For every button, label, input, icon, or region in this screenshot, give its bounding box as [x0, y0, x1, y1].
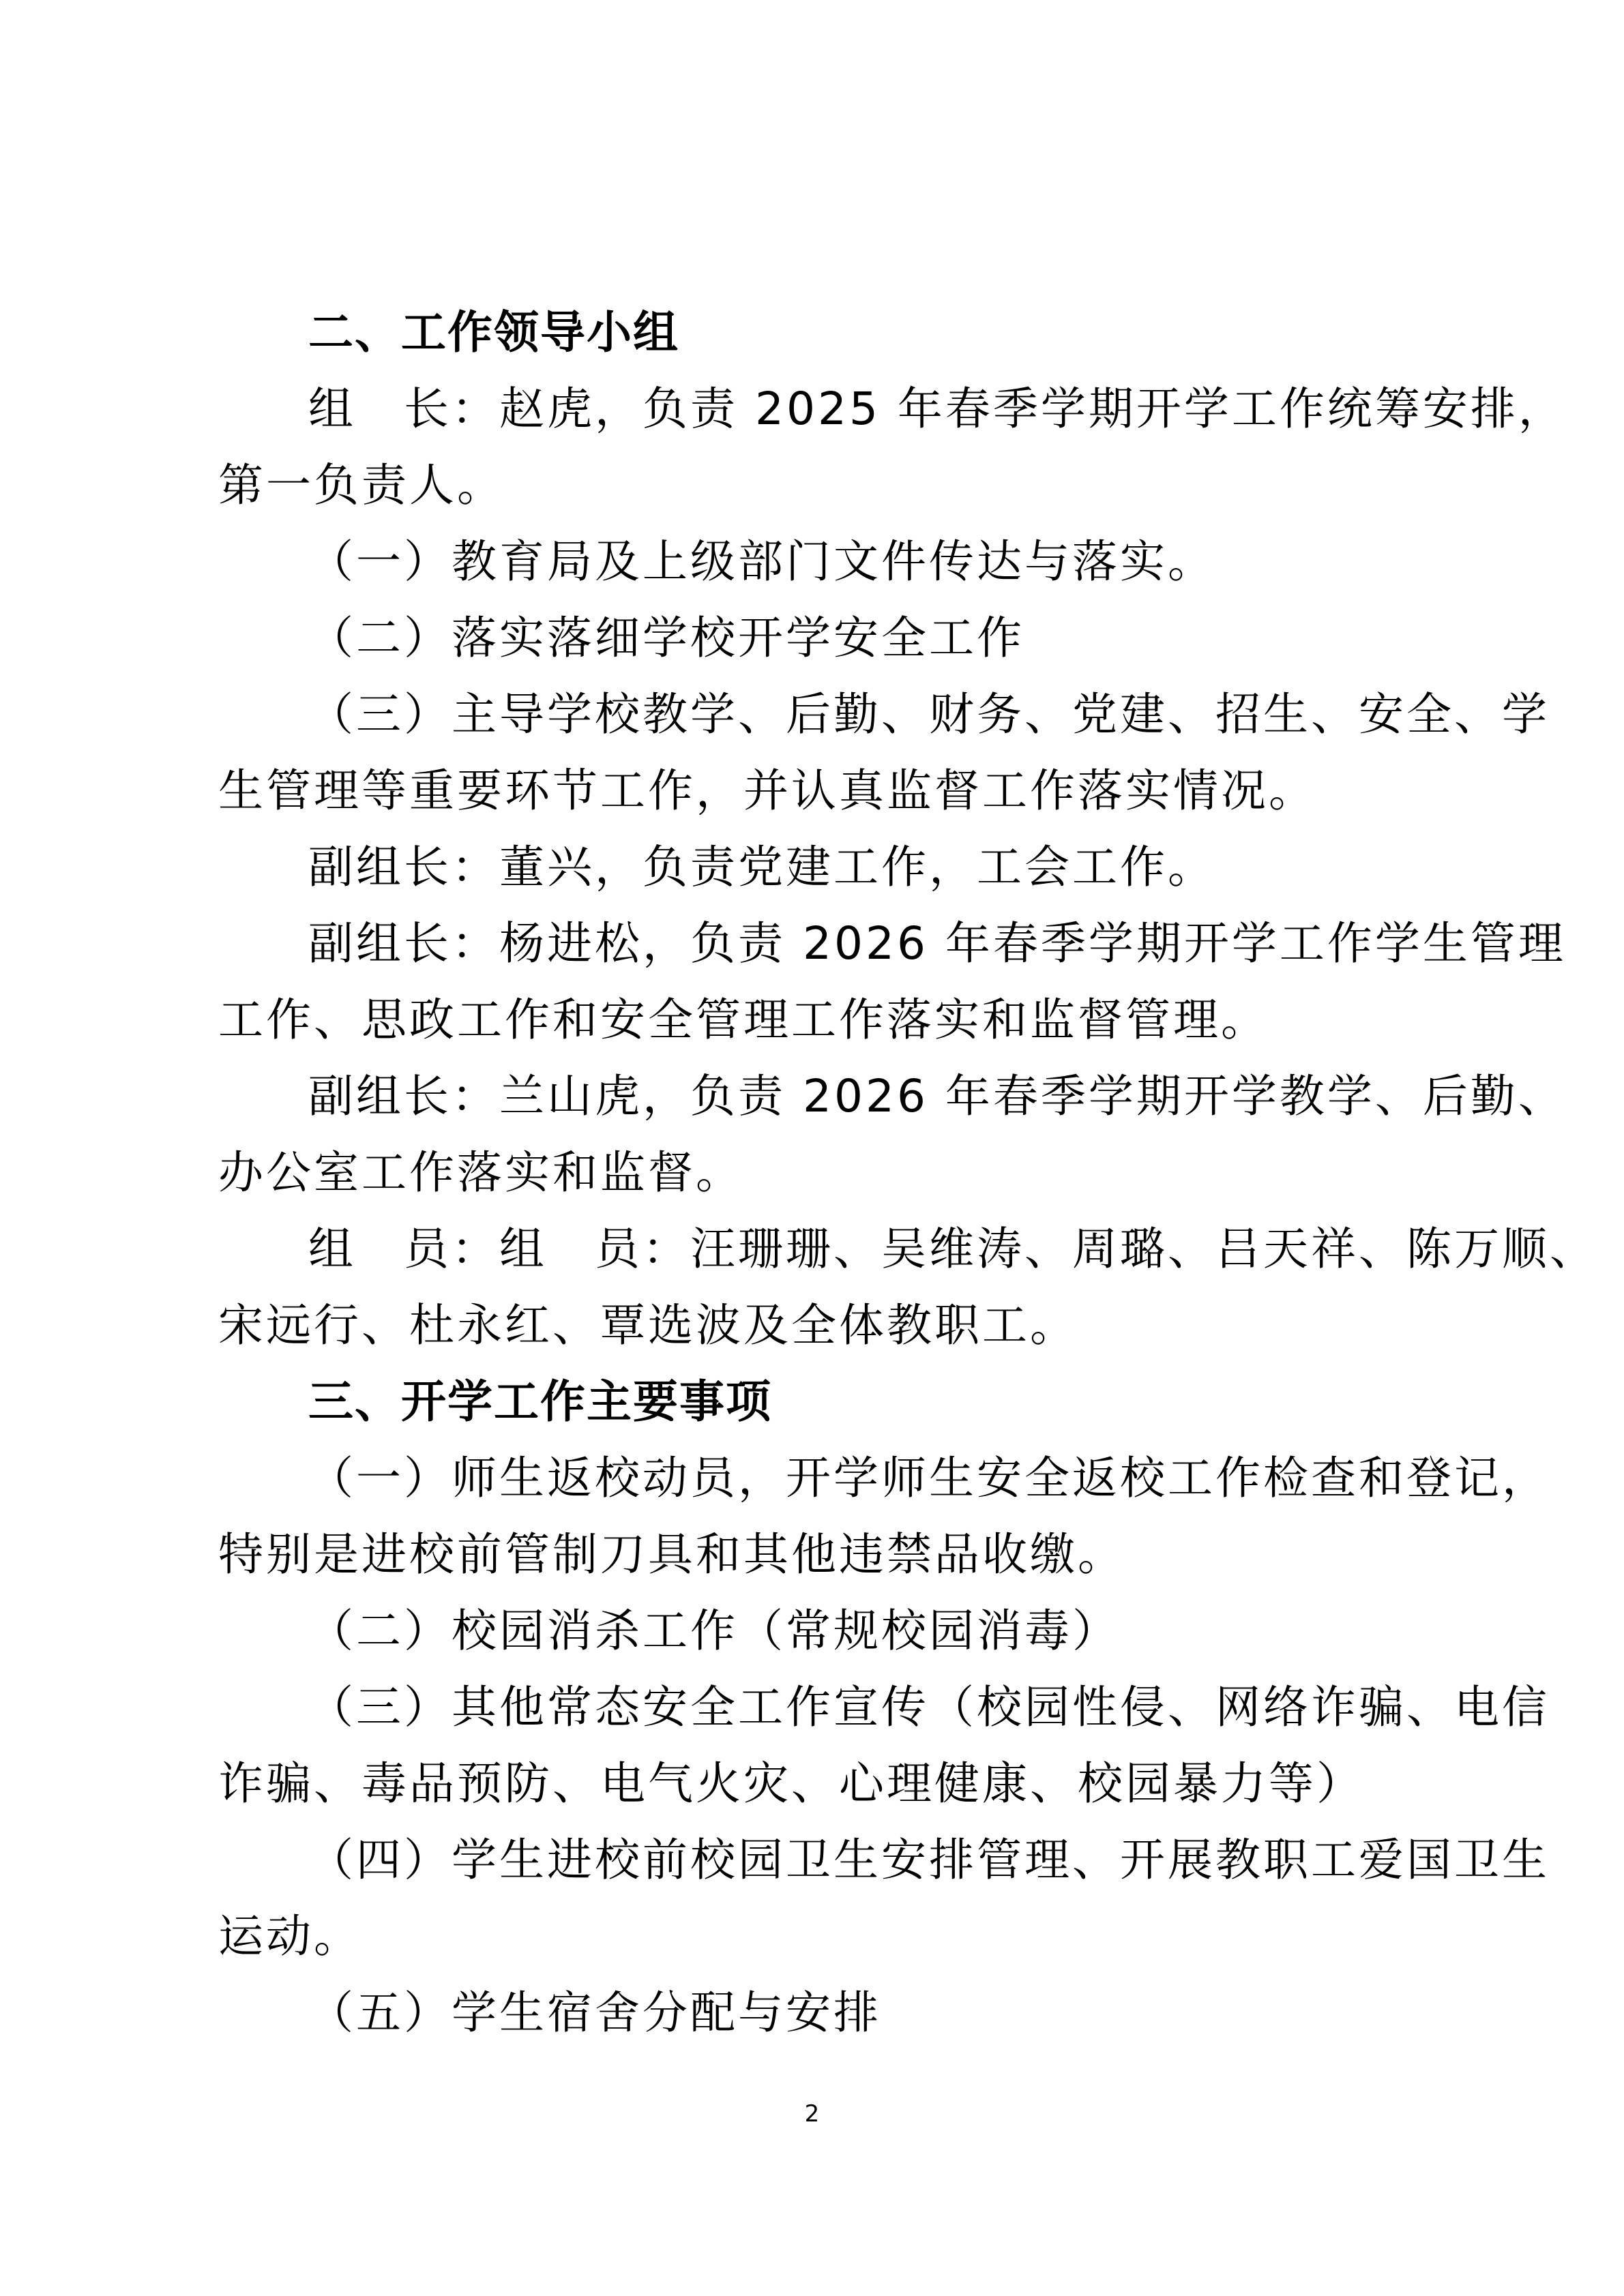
text-line: （三）其他常态安全工作宣传（校园性侵、网络诈骗、电信: [308, 1681, 1550, 1733]
text-line: 副组长：兰山虎，负责 2026 年春季学期开学教学、后勤、: [308, 1070, 1566, 1122]
section-heading: 三、开学工作主要事项: [308, 1375, 772, 1428]
text-line: （三）主导学校教学、后勤、财务、党建、招生、安全、学: [308, 688, 1550, 741]
text-line: 运动。: [218, 1910, 361, 1963]
text-line: 组 员：组 员：汪珊珊、吴维涛、周璐、吕天祥、陈万顺、: [308, 1223, 1597, 1275]
text-line: （一）教育局及上级部门文件传达与落实。: [308, 535, 1215, 588]
text-line: 诈骗、毒品预防、电气火灾、心理健康、校园暴力等）: [218, 1757, 1364, 1810]
text-line: 副组长：董兴，负责党建工作，工会工作。: [308, 841, 1215, 893]
text-line: 第一负责人。: [218, 459, 505, 511]
section-heading: 二、工作领导小组: [308, 306, 679, 359]
text-line: （二）落实落细学校开学安全工作: [308, 612, 1024, 664]
text-line: 生管理等重要环节工作，并认真监督工作落实情况。: [218, 764, 1316, 817]
text-line: 特别是进校前管制刀具和其他违禁品收缴。: [218, 1528, 1125, 1581]
text-line: 办公室工作落实和监督。: [218, 1146, 743, 1199]
text-line: （五）学生宿舍分配与安排: [308, 1986, 881, 2039]
text-line: （四）学生进校前校园卫生安排管理、开展教职工爱国卫生: [308, 1834, 1550, 1886]
text-line: 工作、思政工作和安全管理工作落实和监督管理。: [218, 994, 1269, 1046]
text-line: 宋远行、杜永红、覃选波及全体教职工。: [218, 1299, 1078, 1352]
text-line: 组 长：赵虎，负责 2025 年春季学期开学工作统筹安排，: [308, 383, 1566, 435]
document-body: [218, 295, 1597, 2051]
text-line: （二）校园消杀工作（常规校园消毒）: [308, 1605, 1120, 1657]
text-line: 副组长：杨进松，负责 2026 年春季学期开学工作学生管理: [308, 917, 1566, 970]
text-line: （一）师生返校动员，开学师生安全返校工作检查和登记，: [308, 1452, 1550, 1504]
page-number: 2: [804, 2100, 820, 2128]
